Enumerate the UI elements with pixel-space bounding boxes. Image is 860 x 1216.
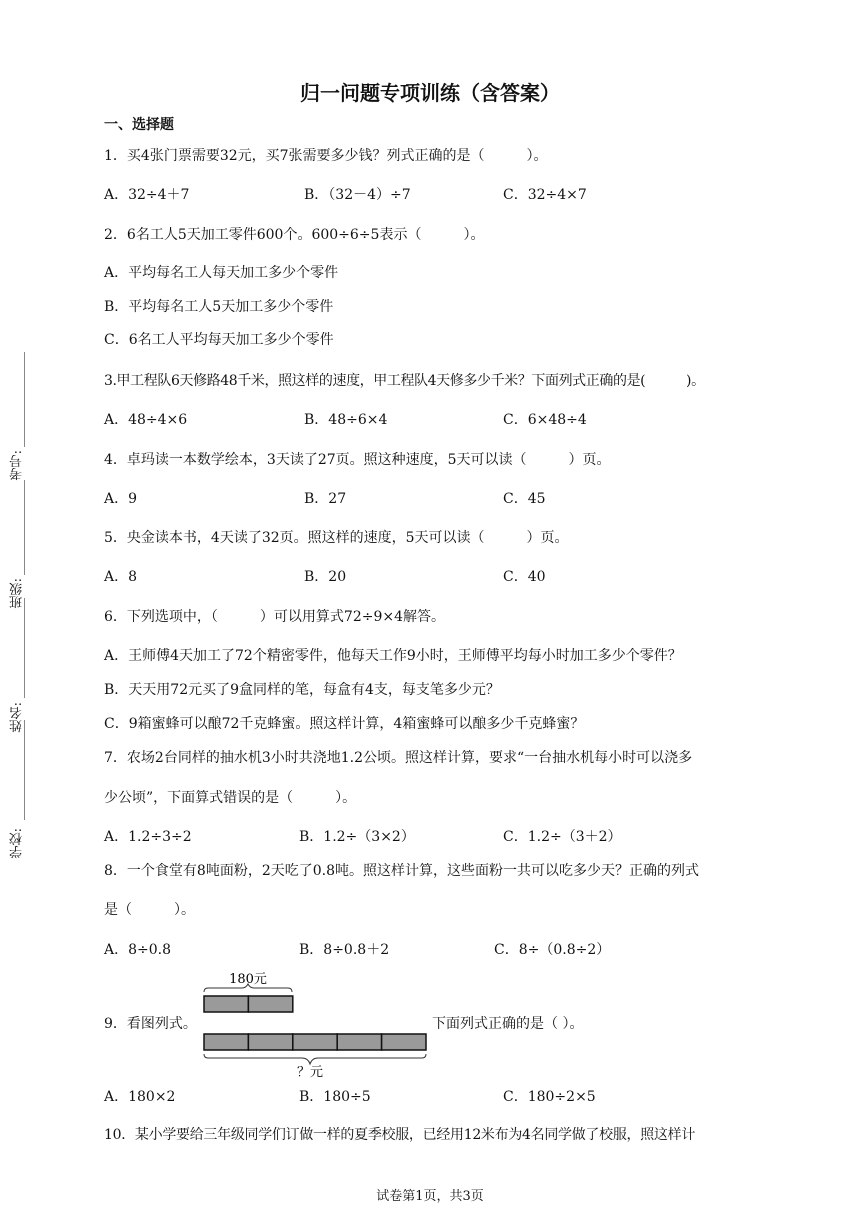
question-10-stem: 10．某小学要给三年级同学们订做一样的夏季校服，已经用12米布为4名同学做了校服，照这样计 (104, 1127, 696, 1143)
question-8-option-c[interactable]: C．8÷（0.8÷2） (494, 942, 611, 958)
question-3-option-c[interactable]: C．6×48÷4 (503, 412, 587, 428)
question-3-stem: 3.甲工程队6天修路48千米，照这样的速度，甲工程队4天修多少千米？下面列式正确的是( )。 (104, 373, 705, 389)
question-7-option-a[interactable]: A．1.2÷3÷2 (104, 829, 192, 845)
question-9-stem-pre: 9．看图列式。 (104, 1016, 197, 1032)
question-3-option-b[interactable]: B．48÷6×4 (304, 412, 388, 428)
question-5-option-c[interactable]: C．40 (503, 569, 546, 585)
question-6-option-a[interactable]: A．王师傅4天加工了72个精密零件，他每天工作9小时，王师傅平均每小时加工多少个零件？ (104, 648, 682, 664)
diagram-top-label: 180元 (229, 972, 267, 987)
question-7-stem-line2: 少公顷”，下面算式错误的是（ ）。 (104, 790, 357, 806)
section-heading: 一、选择题 (104, 117, 174, 133)
question-2-stem: 2．6名工人5天加工零件600个。600÷6÷5表示（ ）。 (104, 227, 485, 243)
question-9-bar-diagram (198, 968, 430, 1082)
question-7-option-c[interactable]: C．1.2÷（3＋2） (503, 829, 622, 845)
bottom-bar-segment (337, 1034, 381, 1050)
question-7-stem-line1: 7．农场2台同样的抽水机3小时共浇地1.2公顷。照这样计算，要求“一台抽水机每小时可以浇多 (104, 750, 693, 766)
question-9-option-a[interactable]: A．180×2 (104, 1089, 176, 1105)
question-4-stem: 4．卓玛读一本数学绘本，3天读了27页。照这种速度，5天可以读（ ）页。 (104, 452, 611, 468)
question-4-option-b[interactable]: B．27 (304, 491, 347, 507)
page-footer: 试卷第1页，共3页 (376, 1189, 484, 1204)
question-6-stem: 6．下列选项中，（ ）可以用算式72÷9×4解答。 (104, 609, 445, 625)
page-title: 归一问题专项训练（含答案） (300, 81, 560, 105)
question-6-option-b[interactable]: B．天天用72元买了9盒同样的笔，每盒有4支，每支笔多少元？ (104, 682, 500, 698)
question-3-option-a[interactable]: A．48÷4×6 (104, 412, 188, 428)
question-9-stem-post: 下面列式正确的是（ ）。 (432, 1016, 584, 1032)
sidebar-school-label: 学校: (10, 828, 25, 859)
question-4-option-a[interactable]: A．9 (104, 491, 138, 507)
bottom-bar-segment (293, 1034, 337, 1050)
question-4-option-c[interactable]: C．45 (503, 491, 546, 507)
sidebar-class-line (24, 480, 25, 575)
top-bar-segment (248, 996, 292, 1012)
question-5-option-b[interactable]: B．20 (304, 569, 347, 585)
question-1-stem: 1．买4张门票需要32元，买7张需要多少钱？列式正确的是（ ）。 (104, 148, 548, 164)
sidebar-exam-no-label: 考号: (10, 450, 25, 481)
question-1-option-c[interactable]: C．32÷4×7 (503, 187, 587, 203)
question-8-stem-line1: 8．一个食堂有8吨面粉，2天吃了0.8吨。照这样计算，这些面粉一共可以吃多少天？正确的列式 (104, 863, 699, 879)
question-8-stem-line2: 是（ ）。 (104, 902, 195, 918)
question-1-option-b[interactable]: B．（32－4）÷7 (304, 187, 411, 203)
question-8-option-a[interactable]: A．8÷0.8 (104, 942, 172, 958)
sidebar-school-line (24, 720, 25, 820)
diagram-bottom-label: ？元 (296, 1065, 324, 1080)
question-8-option-b[interactable]: B．8÷0.8＋2 (299, 942, 390, 958)
question-5-option-a[interactable]: A．8 (104, 569, 138, 585)
question-2-option-b[interactable]: B．平均每名工人5天加工多少个零件 (104, 299, 334, 315)
question-9-option-c[interactable]: C．180÷2×5 (503, 1089, 596, 1105)
question-9-option-b[interactable]: B．180÷5 (299, 1089, 371, 1105)
top-bar-segment (204, 996, 248, 1012)
question-7-option-b[interactable]: B．1.2÷（3×2） (299, 829, 415, 845)
sidebar-name-label: 姓名: (10, 702, 25, 733)
question-2-option-a[interactable]: A．平均每名工人每天加工多少个零件 (104, 265, 339, 281)
bottom-bar-segment (248, 1034, 292, 1050)
question-6-option-c[interactable]: C．9箱蜜蜂可以酿72千克蜂蜜。照这样计算，4箱蜜蜂可以酿多少千克蜂蜜？ (104, 716, 585, 732)
question-5-stem: 5．央金读本书，4天读了32页。照这样的速度，5天可以读（ ）页。 (104, 530, 569, 546)
sidebar-class-label: 班级: (10, 578, 25, 609)
sidebar-exam-no-line (24, 352, 25, 447)
sidebar-name-line (24, 598, 25, 698)
bottom-bar-segment (382, 1034, 426, 1050)
question-2-option-c[interactable]: C．6名工人平均每天加工多少个零件 (104, 332, 334, 348)
question-1-option-a[interactable]: A．32÷4＋7 (104, 187, 190, 203)
bottom-bar-segment (204, 1034, 248, 1050)
